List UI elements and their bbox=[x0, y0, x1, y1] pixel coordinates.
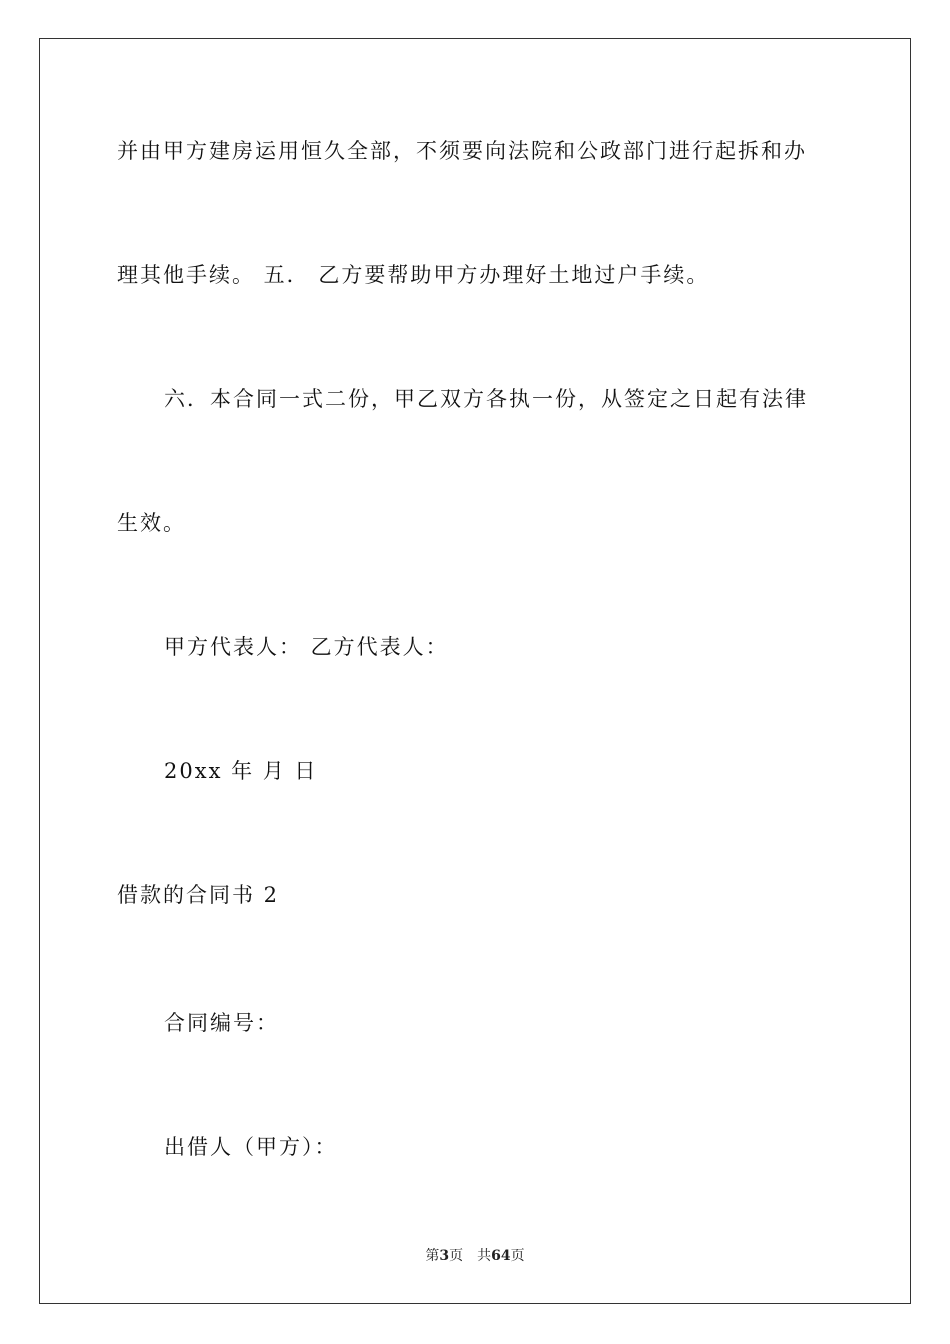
paragraph-line-3: 六．本合同一式二份，甲乙双方各执一份，从签定之日起有法律 bbox=[164, 387, 808, 411]
footer-page-suffix: 页 bbox=[449, 1248, 464, 1264]
paragraph-line-1: 并由甲方建房运用恒久全部，不须要向法院和公政部门进行起拆和办 bbox=[117, 139, 807, 163]
footer-total-suffix: 页 bbox=[510, 1248, 525, 1264]
lender-label: 出借人（甲方）： bbox=[164, 1135, 338, 1159]
paragraph-line-4: 生效。 bbox=[117, 511, 186, 535]
footer-page-current: 3 bbox=[439, 1248, 450, 1264]
signature-representatives: 甲方代表人： 乙方代表人： bbox=[164, 635, 449, 659]
paragraph-line-2: 理其他手续。 五． 乙方要帮助甲方办理好土地过户手续。 bbox=[117, 263, 710, 287]
contract-number-label: 合同编号： bbox=[164, 1011, 279, 1035]
footer-total-prefix: 共 bbox=[477, 1248, 492, 1264]
footer-page-prefix: 第 bbox=[425, 1248, 440, 1264]
page-border bbox=[39, 38, 911, 1304]
section-title: 借款的合同书 2 bbox=[117, 883, 280, 907]
signature-date: 20xx 年 月 日 bbox=[164, 759, 318, 783]
footer-total-pages: 64 bbox=[491, 1248, 511, 1264]
page-footer bbox=[0, 1247, 950, 1265]
